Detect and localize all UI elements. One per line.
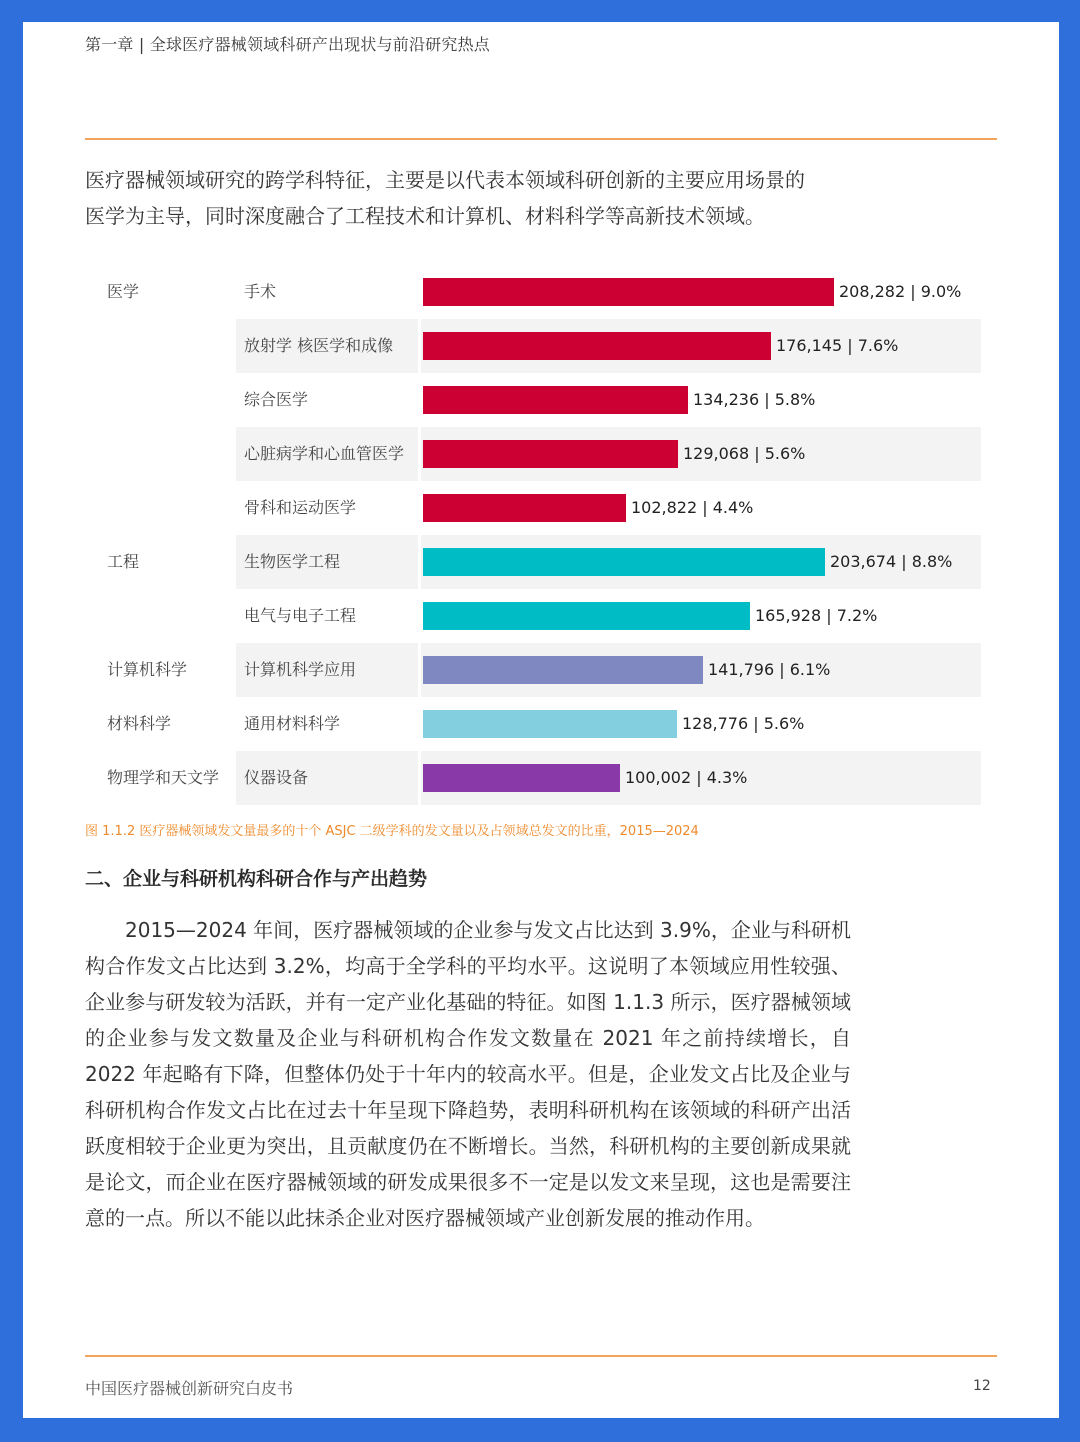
chart-row [85, 265, 981, 319]
value-label: 141,796 | 6.1% [708, 660, 831, 679]
header-divider [85, 138, 997, 140]
group-label: 物理学和天文学 [107, 768, 220, 787]
value-label: 165,928 | 7.2% [755, 606, 878, 625]
category-label: 心脏病学和心血管医学 [244, 444, 405, 463]
footer-title: 中国医疗器械创新研究白皮书 [85, 1379, 294, 1398]
value-label: 208,282 | 9.0% [839, 282, 962, 301]
group-label: 医学 [107, 282, 140, 301]
bar [423, 332, 771, 360]
bar [423, 548, 825, 576]
value-label: 100,002 | 4.3% [625, 768, 748, 787]
footer-divider [85, 1355, 997, 1357]
chart-row [85, 697, 981, 751]
value-label: 134,236 | 5.8% [693, 390, 816, 409]
value-label: 176,145 | 7.6% [776, 336, 899, 355]
intro-paragraph [85, 162, 865, 234]
value-label: 102,822 | 4.4% [631, 498, 754, 517]
body-paragraph: 2015—2024 年间，医疗器械领域的企业参与发文占比达到 3.9%，企业与科研机构合作发文占比达到 3.2%，均高于全学科的平均水平。这说明了本领域应用性较强、企业参与研发较为活跃，并有一定产业化基础的特征。如图 1.1.3 所示，医疗器械领域的企业参与发文数量及企业与科研机构合作发文数量在 2021 年之前持续增长，自 2022 年起略有下降，但整体仍处于十年内的较高水平。但是，企业发文占比及企业与科研机构合作发文占比在过去十年呈现下降趋势，表明科研机构在该领域的科研产出活跃度相较于企业更为突出，且贡献度仍在不断增长。当然，科研机构的主要创新成果就是论文，而企业在医疗器械领域的研发成果很多不一定是以发文来呈现，这也是需要注意的一点。所以不能以此抹杀企业对医疗器械领域产业创新发展的推动作用。 [85, 918, 851, 1230]
category-label: 计算机科学应用 [244, 660, 357, 679]
bar [423, 386, 688, 414]
category-label: 放射学 核医学和成像 [244, 336, 394, 355]
bar [423, 440, 678, 468]
asjc-bar-chart [85, 265, 981, 803]
chart-row [85, 643, 981, 697]
value-label: 129,068 | 5.6% [683, 444, 806, 463]
value-label: 128,776 | 5.6% [682, 714, 805, 733]
category-label: 电气与电子工程 [244, 606, 357, 625]
chart-row [85, 589, 981, 643]
section-body [85, 912, 851, 1236]
bar [423, 278, 834, 306]
section-heading: 二、企业与科研机构科研合作与产出趋势 [85, 868, 428, 890]
group-label: 工程 [107, 552, 140, 571]
group-label: 材料科学 [107, 714, 172, 733]
bar [423, 602, 750, 630]
value-label: 203,674 | 8.8% [830, 552, 953, 571]
figure-caption: 图 1.1.2 医疗器械领域发文量最多的十个 ASJC 二级学科的发文量以及占领域总发文的比重，2015—2024 [85, 824, 699, 839]
category-label: 生物医学工程 [244, 552, 341, 571]
chapter-header: 第一章 | 全球医疗器械领域科研产出现状与前沿研究热点 [85, 35, 490, 54]
bar [423, 494, 626, 522]
category-label: 仪器设备 [244, 768, 309, 787]
category-label: 骨科和运动医学 [244, 498, 357, 517]
chart-row [85, 427, 981, 481]
bar [423, 710, 677, 738]
group-label: 计算机科学 [107, 660, 188, 679]
chart-row [85, 535, 981, 589]
bar [423, 656, 703, 684]
page-number: 12 [973, 1378, 991, 1394]
chart-row [85, 319, 981, 373]
chart-row [85, 373, 981, 427]
bar [423, 764, 620, 792]
category-label: 综合医学 [244, 390, 309, 409]
intro-line-1: 医疗器械领域研究的跨学科特征，主要是以代表本领域科研创新的主要应用场景的 [85, 168, 805, 192]
chart-row [85, 481, 981, 535]
category-label: 通用材料科学 [244, 714, 341, 733]
intro-line-2: 医学为主导，同时深度融合了工程技术和计算机、材料科学等高新技术领域。 [85, 204, 765, 228]
document-page [23, 22, 1059, 1418]
category-label: 手术 [244, 282, 277, 301]
chart-row [85, 751, 981, 805]
